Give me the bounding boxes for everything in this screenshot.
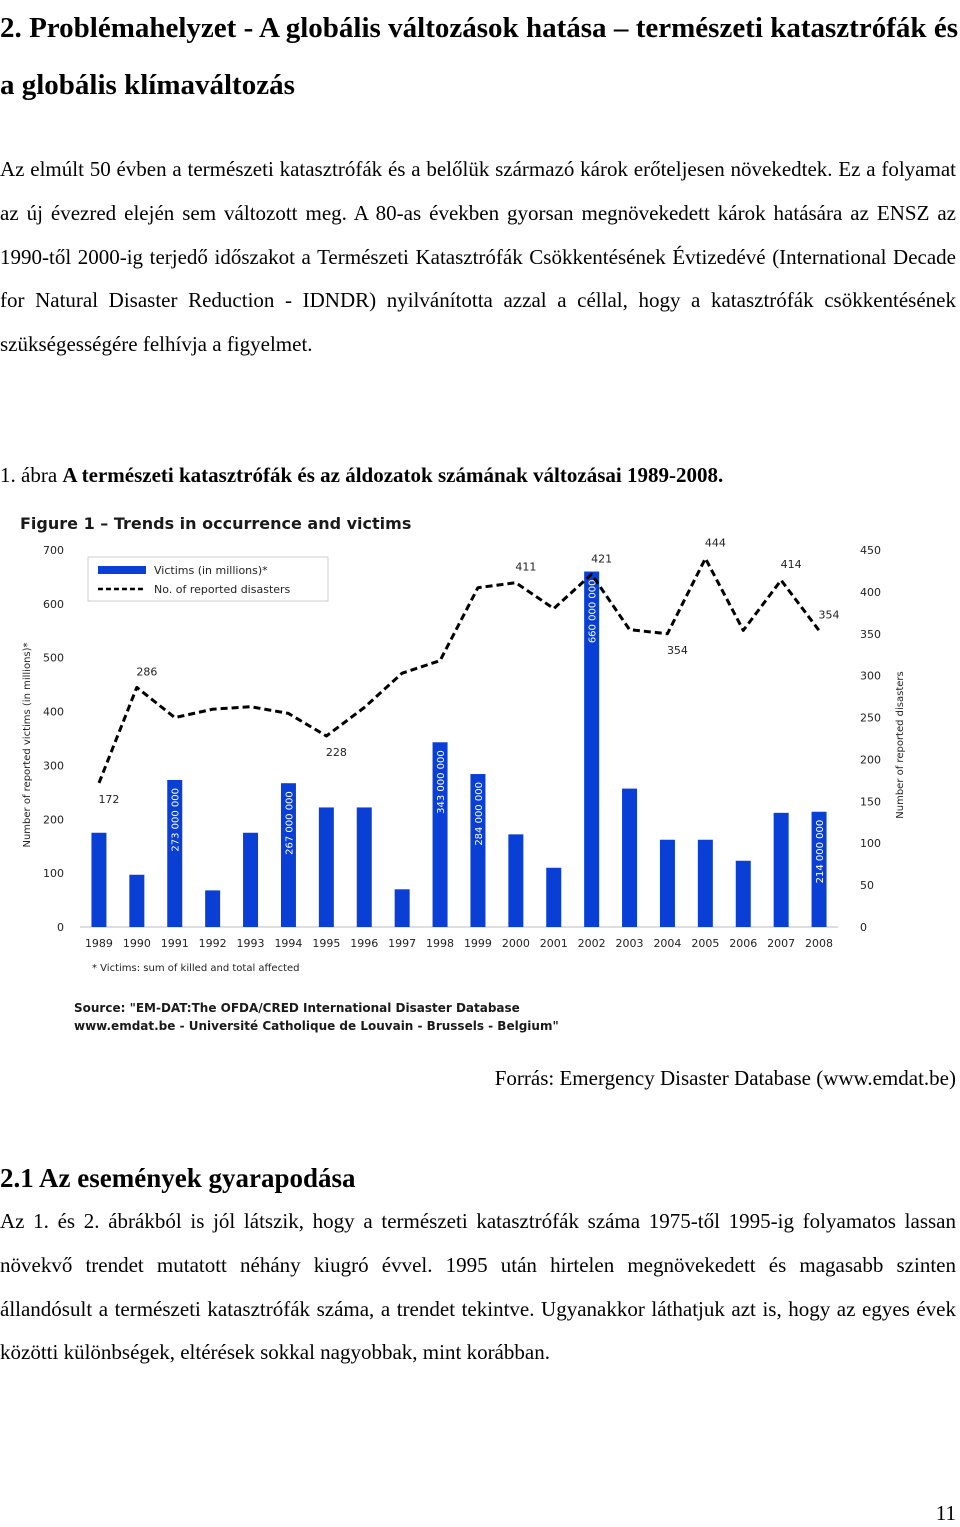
figure-source: Forrás: Emergency Disaster Database (www.emdat.be) — [494, 1066, 956, 1090]
y-left-tick-label: 0 — [57, 921, 64, 934]
victims-bar — [622, 789, 637, 927]
y-left-tick-label: 500 — [43, 651, 64, 665]
y-right-tick-label: 250 — [860, 711, 881, 725]
chart-figure — [8, 505, 920, 1040]
x-tick-label: 2006 — [729, 937, 758, 950]
y-left-tick-label: 300 — [43, 759, 64, 773]
victims-bar — [508, 834, 523, 927]
chart-source-line-2: www.emdat.be - Université Catholique de Louvain - Brussels - Belgium" — [74, 1019, 559, 1033]
x-tick-label: 2003 — [615, 937, 644, 950]
disasters-point-label: 444 — [704, 536, 726, 550]
y-right-tick-label: 150 — [860, 795, 881, 809]
disasters-point-label: 228 — [325, 745, 347, 759]
y-right-tick-label: 400 — [860, 585, 881, 599]
figure-caption-prefix: 1. ábra — [0, 463, 63, 487]
y-left-tick-label: 200 — [43, 813, 64, 827]
victims-bar-label: 660 000 000 — [587, 579, 599, 644]
x-tick-label: 2002 — [577, 937, 606, 950]
y-right-tick-label: 450 — [860, 544, 881, 557]
y-right-tick-label: 100 — [860, 837, 881, 851]
disasters-point-label: 411 — [515, 560, 537, 574]
x-tick-label: 1991 — [160, 937, 189, 950]
x-tick-label: 2000 — [501, 937, 530, 950]
intro-paragraph: Az elmúlt 50 évben a természeti katasztrófák és a belőlük származó károk erőteljesen növekedtek. Ez a folyamat az új évezred elején sem változott meg. A 80-as években gyorsan megnövekedett károk hatására az ENSZ az 1990-től 2000-ig terjedő időszakot a Természeti Katasztrófák Csökkentésének Évtizedévé (International Decade for Natural Disaster Reduction - IDNDR) nyilvánította azzal a céllal, hogy a katasztrófák csökkentésének szükségességére felhívja a figyelmet. — [0, 157, 956, 357]
x-tick-label: 1992 — [198, 937, 227, 950]
x-tick-label: 2004 — [653, 937, 682, 950]
victims-bar-label: 214 000 000 — [815, 819, 827, 884]
y-left-tick-label: 100 — [43, 867, 64, 881]
victims-bar — [91, 833, 106, 927]
victims-bar — [243, 833, 258, 927]
victims-bar — [357, 807, 372, 927]
victims-bar-label: 267 000 000 — [284, 791, 296, 855]
legend-bar-swatch — [98, 566, 146, 574]
x-tick-label: 2005 — [691, 937, 720, 950]
y-left-tick-label: 400 — [43, 705, 64, 719]
x-tick-label: 2001 — [539, 937, 568, 950]
victims-bar — [129, 875, 144, 927]
x-tick-label: 1990 — [122, 937, 151, 950]
victims-bar-label: 284 000 000 — [473, 782, 485, 846]
x-tick-label: 1997 — [388, 937, 417, 950]
y-left-tick-label: 700 — [43, 544, 64, 557]
victims-bar — [319, 807, 334, 927]
victims-bar-label: 343 000 000 — [436, 750, 448, 814]
victims-bar — [698, 840, 713, 927]
y-left-tick-label: 600 — [43, 597, 64, 611]
x-tick-label: 1989 — [84, 937, 113, 950]
victims-bar — [736, 861, 751, 927]
y-right-tick-label: 50 — [860, 879, 874, 893]
victims-bar — [774, 813, 789, 927]
figure-caption — [0, 459, 956, 491]
y-axis-left-label: Number of reported victims (in millions)* — [22, 642, 33, 848]
figure-caption-title: A természeti katasztrófák és az áldozatok számának változásai 1989-2008. — [62, 463, 724, 487]
x-tick-label: 2007 — [767, 937, 796, 950]
y-right-tick-label: 300 — [860, 669, 881, 683]
y-axis-right-label: Number of reported disasters — [895, 671, 906, 819]
section-heading: 2.1 Az események gyarapodása — [0, 1163, 356, 1193]
x-tick-label: 2008 — [805, 937, 834, 950]
page-heading: 2. Problémahelyzet - A globális változások hatása – természeti katasztrófák és a globális klímaváltozás — [0, 12, 958, 101]
victims-bar-label: 273 000 000 — [170, 787, 182, 852]
y-right-tick-label: 0 — [860, 921, 867, 934]
victims-bar — [660, 840, 675, 927]
legend-victims-label: Victims (in millions)* — [154, 564, 268, 577]
chart-title: Figure 1 – Trends in occurrence and victims — [20, 514, 412, 533]
disasters-point-label: 354 — [818, 608, 840, 622]
x-tick-label: 1998 — [426, 937, 455, 950]
x-tick-label: 1993 — [236, 937, 265, 950]
disasters-point-label: 172 — [98, 792, 120, 806]
victims-bar — [205, 890, 220, 927]
y-right-tick-label: 200 — [860, 753, 881, 767]
page-number: 11 — [935, 1501, 956, 1525]
disasters-point-label: 414 — [780, 558, 802, 572]
disasters-point-label: 421 — [591, 552, 613, 566]
x-tick-label: 1995 — [312, 937, 341, 950]
disasters-point-label: 354 — [666, 643, 688, 657]
y-right-tick-label: 350 — [860, 627, 881, 641]
chart-source-line-1: Source: "EM-DAT:The OFDA/CRED International Disaster Database — [74, 1001, 520, 1015]
victims-bar — [546, 868, 561, 927]
disasters-point-label: 286 — [136, 665, 158, 679]
section-paragraph: Az 1. és 2. ábrákból is jól látszik, hogy a természeti katasztrófák száma 1975-től 1995-ig folyamatos lassan növekvő trendet mutatott néhány kiugró évvel. 1995 után hirtelen megnövekedett és magasabb szinten állandósult a természeti katasztrófák száma, a trendet tekintve. Ugyanakkor láthatjuk azt is, hogy az egyes évek közötti különbségek, eltérések sokkal nagyobbak, mint korábban. — [0, 1209, 956, 1365]
chart-footnote: * Victims: sum of killed and total affected — [92, 963, 300, 974]
legend-disasters-label: No. of reported disasters — [154, 583, 291, 596]
x-tick-label: 1996 — [350, 937, 379, 950]
victims-bar — [395, 889, 410, 927]
x-tick-label: 1994 — [274, 937, 303, 950]
chart-legend — [88, 557, 328, 601]
x-tick-label: 1999 — [463, 937, 492, 950]
